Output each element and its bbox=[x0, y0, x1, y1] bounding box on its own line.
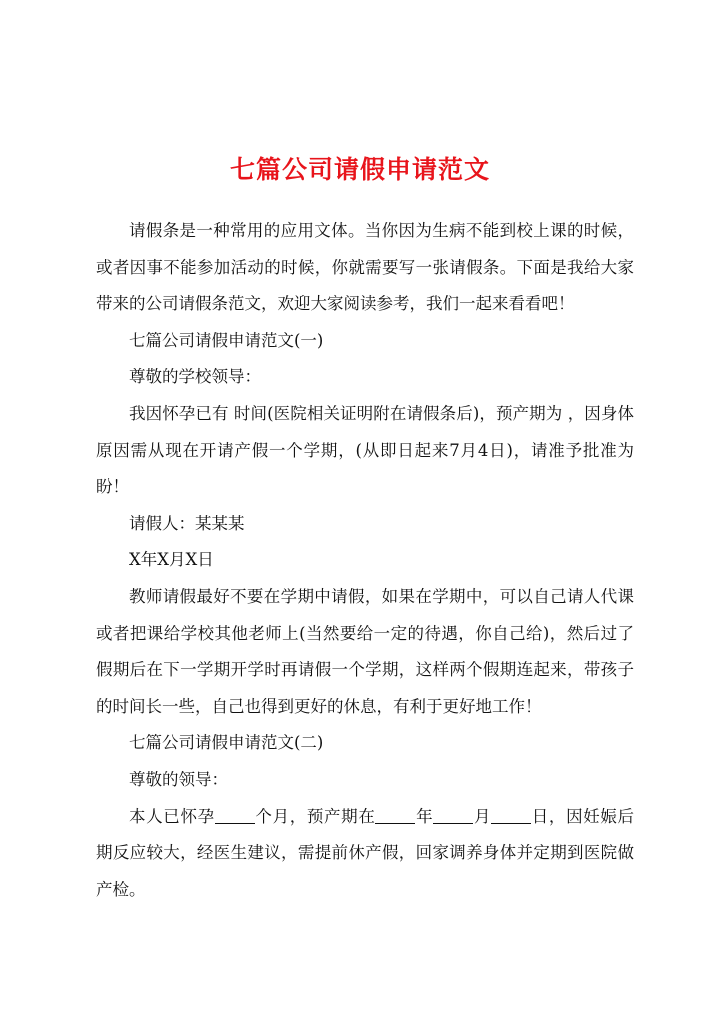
document-body bbox=[96, 213, 634, 908]
document-title: 七篇公司请假申请范文 bbox=[229, 155, 490, 184]
section2-body-part4: 月 bbox=[473, 806, 492, 826]
intro-paragraph: 请假条是一种常用的应用文体。当你因为生病不能到校上课的时候，或者因事不能参加活动的时候，你就需要写一张请假条。下面是我给大家带来的公司请假条范文，欢迎大家阅读参考，我们一起来看看吧！ bbox=[96, 221, 634, 314]
section2-heading: 七篇公司请假申请范文(二) bbox=[129, 733, 324, 753]
section2-body-part2: 个月，预产期在 bbox=[254, 806, 376, 826]
section1-date: X年X月X日 bbox=[129, 550, 214, 570]
fill-blank-month bbox=[433, 806, 473, 824]
fill-blank-day bbox=[491, 806, 531, 824]
fill-blank-months bbox=[215, 806, 255, 824]
section2-salutation: 尊敬的领导： bbox=[129, 769, 228, 789]
section1-heading: 七篇公司请假申请范文(一) bbox=[129, 330, 324, 350]
section1-salutation: 尊敬的学校领导： bbox=[129, 367, 261, 387]
section1-body: 我因怀孕已有 时间(医院相关证明附在请假条后)，预产期为 ，因身体原因需从现在开请产假一个学期，(从即日起来7月4日)，请准予批准为盼！ bbox=[96, 403, 634, 497]
section2-body-part3: 年 bbox=[415, 806, 434, 826]
section1-applicant: 请假人：某某某 bbox=[129, 513, 245, 533]
fill-blank-year bbox=[375, 806, 415, 824]
section2-body-part5: 日，因妊娠后期反应较大，经医生建议，需提前休产假，回家调养身体并定期到医院做产检。 bbox=[96, 806, 635, 899]
section2-body bbox=[96, 799, 634, 909]
section1-note: 教师请假最好不要在学期中请假，如果在学期中，可以自己请人代课或者把课给学校其他老师上(当然要给一定的待遇，你自己给)，然后过了假期后在下一学期开学时再请假一个学期，这样两个假期连起来，带孩子的时间长一些，自己也得到更好的休息，有利于更好地工作！ bbox=[96, 586, 634, 716]
section2-body-part1: 本人已怀孕 bbox=[129, 806, 215, 826]
